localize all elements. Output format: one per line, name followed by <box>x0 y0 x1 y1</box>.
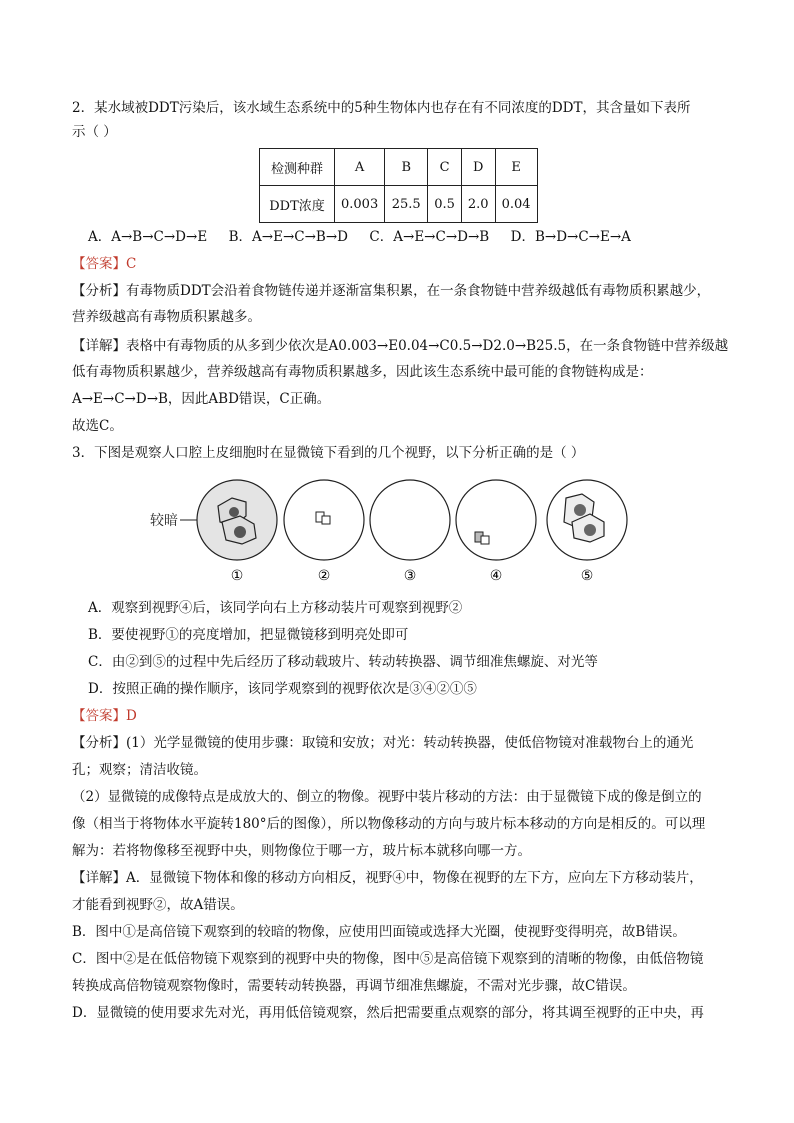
view-1-nucleus <box>234 526 246 538</box>
q2-detail-l4: 故选C。 <box>72 418 123 434</box>
q2-detail-l1: 【详解】表格中有毒物质的从多到少依次是A0.003→E0.04→C0.5→D2.0→B25.5，在一条食物链中营养级越 <box>72 338 729 354</box>
view-4-cell <box>481 536 489 544</box>
q2-stem-line2: 示（ ） <box>72 124 117 140</box>
header-cell: A <box>335 149 385 186</box>
q3-option-a: A．观察到视野④后，该同学向右上方移动装片可观察到视野② <box>88 600 463 616</box>
q3-detail-3: B．图中①是高倍镜下观察到的较暗的物像，应使用凹面镜或选择大光圈，使视野变得明亮，故B错误。 <box>72 924 686 940</box>
q3-detail-5: 转换成高倍物镜观察物像时，需要转动转换器，再调节细准焦螺旋，不需对光步骤，故C错误。 <box>72 978 636 994</box>
view-5 <box>547 480 627 560</box>
q2-stem-line1: 2．某水域被DDT污染后，该水域生态系统中的5种生物体内也存在有不同浓度的DDT，其含量如下表所 <box>72 100 691 116</box>
q3-answer: 【答案】D <box>72 708 137 724</box>
view-1 <box>197 480 277 560</box>
q2-analysis-l1: 【分析】有毒物质DDT会沿着食物链传递并逐渐富集积累，在一条食物链中营养级越低有毒物质积累越少， <box>72 283 711 299</box>
q3-analysis-2: 孔；观察；清洁收镜。 <box>72 762 207 778</box>
view-5-nucleus <box>574 504 586 516</box>
view-3-field <box>370 480 450 560</box>
q3-detail-6: D．显微镜的使用要求先对光，再用低倍镜观察，然后把需要重点观察的部分，将其调至视野的正中央，再 <box>72 1005 704 1021</box>
q3-option-b: B．要使视野①的亮度增加，把显微镜移到明亮处即可 <box>88 627 409 643</box>
table-row <box>260 186 538 223</box>
view-label: ⑤ <box>580 568 594 584</box>
ddt-table <box>259 148 538 223</box>
view-1-nucleus <box>229 507 239 517</box>
table-header-row <box>260 149 538 186</box>
view-2-cell <box>322 516 330 524</box>
view-4 <box>456 480 536 560</box>
q2-options: A．A→B→C→D→E B．A→E→C→B→D C．A→E→C→D→B D．B→D→C→E→A <box>88 229 631 245</box>
header-cell: C <box>428 149 462 186</box>
q3-analysis-3: （2）显微镜的成像特点是成放大的、倒立的物像。视野中装片移动的方法：由于显微镜下成的像是倒立的 <box>72 789 702 805</box>
row-cell: 0.003 <box>335 186 385 223</box>
row-cell: DDT浓度 <box>260 186 335 223</box>
microscope-views-figure <box>150 478 650 588</box>
header-cell: B <box>385 149 428 186</box>
q3-analysis-1: 【分析】(1）光学显微镜的使用步骤：取镜和安放；对光：转动转换器，使低倍物镜对准载物台上的通光 <box>72 735 694 751</box>
row-cell: 2.0 <box>461 186 495 223</box>
header-cell: 检测种群 <box>260 149 335 186</box>
dark-label: 较暗 <box>150 513 178 529</box>
view-label: ① <box>230 568 244 584</box>
q3-stem: 3．下图是观察人口腔上皮细胞时在显微镜下看到的几个视野，以下分析正确的是（ ） <box>72 445 585 461</box>
row-cell: 25.5 <box>385 186 428 223</box>
q3-detail-2: 才能看到视野②，故A错误。 <box>72 897 244 913</box>
q3-detail-1: 【详解】A．显微镜下物体和像的移动方向相反，视野④中，物像在视野的左下方，应向左下方移动装片， <box>72 870 703 886</box>
q3-detail-4: C．图中②是在低倍物镜下观察到的视野中央的物像，图中⑤是高倍镜下观察到的清晰的物像，由低倍物镜 <box>72 951 704 967</box>
view-label: ③ <box>403 568 417 584</box>
q2-detail-l3: A→E→C→D→B，因此ABD错误，C正确。 <box>72 391 331 407</box>
view-label: ② <box>317 568 331 584</box>
q2-detail-l2: 低有毒物质积累越少，营养级越高有毒物质积累越多，因此该生态系统中最可能的食物链构成是： <box>72 364 653 380</box>
q2-analysis-l2: 营养级越高有毒物质积累越多。 <box>72 309 261 325</box>
view-5-nucleus <box>584 524 596 536</box>
q2-answer: 【答案】C <box>72 256 137 272</box>
q3-analysis-4: 像（相当于将物体水平旋转180°后的图像），所以物像移动的方向与玻片标本移动的方向是相反的。可以理 <box>72 816 706 832</box>
header-cell: E <box>495 149 537 186</box>
q3-option-c: C．由②到⑤的过程中先后经历了移动载玻片、转动转换器、调节细准焦螺旋、对光等 <box>88 654 598 670</box>
q3-option-d: D．按照正确的操作顺序，该同学观察到的视野依次是③④②①⑤ <box>88 681 477 697</box>
view-label: ④ <box>489 568 503 584</box>
view-2 <box>284 480 364 560</box>
q3-analysis-5: 解为：若将物像移至视野中央，则物像位于哪一方，玻片标本就移向哪一方。 <box>72 843 531 859</box>
view-4-field <box>456 480 536 560</box>
header-cell: D <box>461 149 495 186</box>
row-cell: 0.04 <box>495 186 537 223</box>
row-cell: 0.5 <box>428 186 462 223</box>
